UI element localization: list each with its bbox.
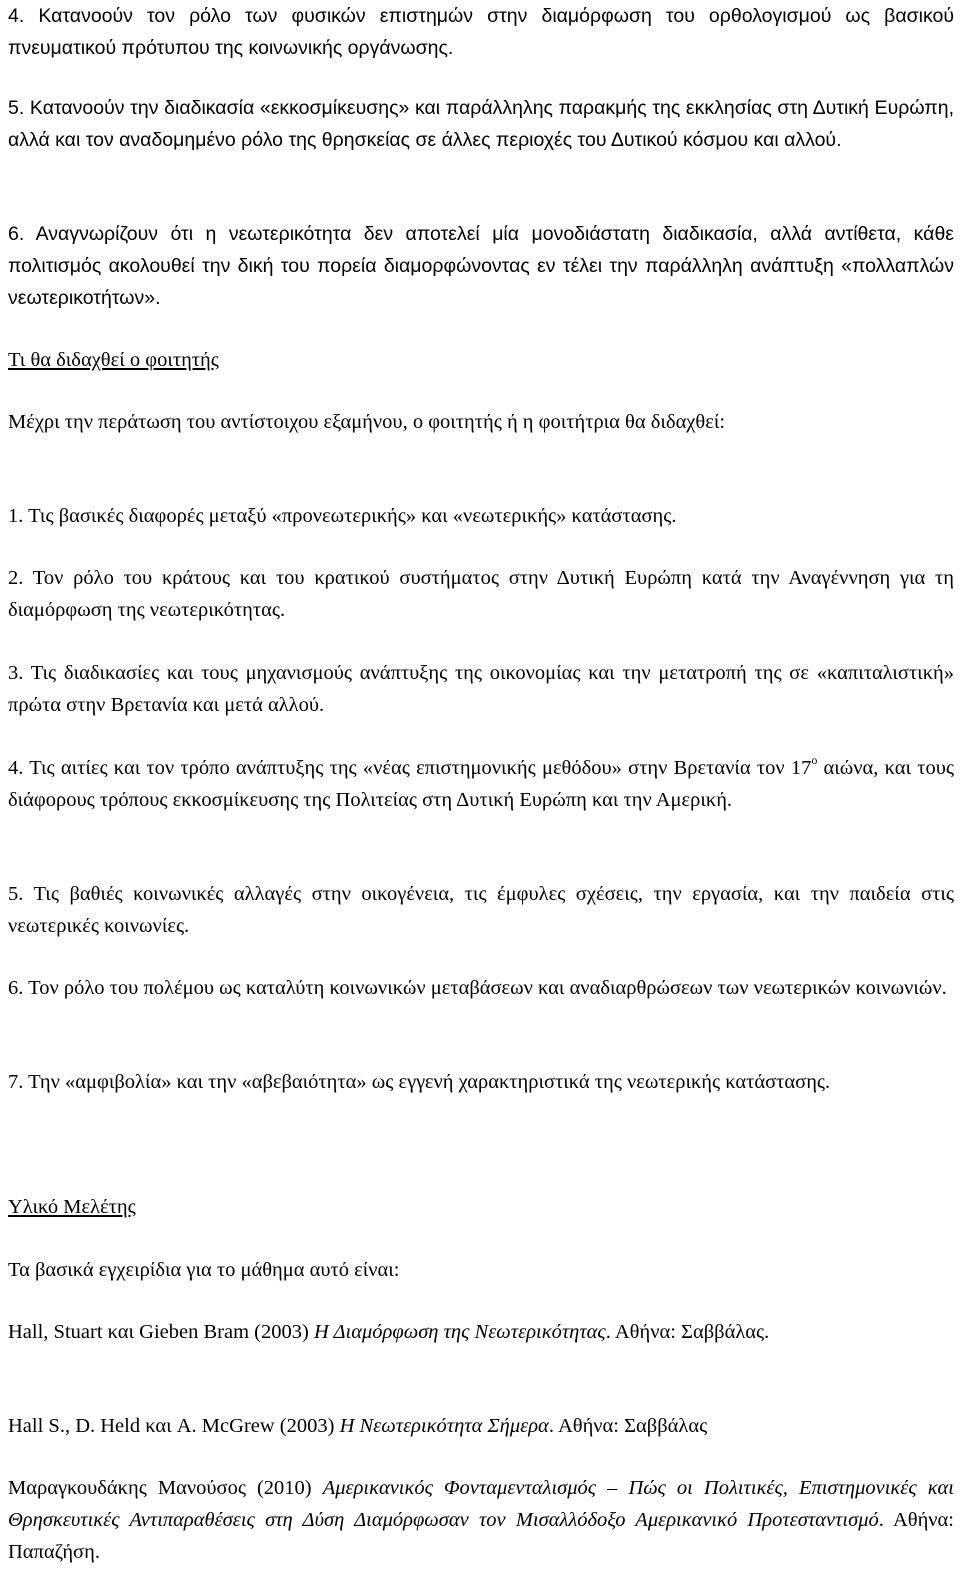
- ordinal-superscript: ο: [811, 753, 818, 768]
- learning-item-7: 7. Την «αμφιβολία» και την «αβεβαιότητα» ως εγγενή χαρακτηριστικά της νεωτερικής κατάστασης.: [8, 1071, 831, 1093]
- learning-item-4-part-b: αιώνα, και τους διάφορους τρόπους εκκοσμίκευσης της Πολιτείας στη Δυτική Ευρώπη και την Αμερική.: [8, 757, 955, 811]
- reference-1-authors: Hall, Stuart και Gieben Bram (2003): [8, 1321, 314, 1343]
- objective-item-4: 4. Κατανοούν τον ρόλο των φυσικών επιστημών στην διαμόρφωση του ορθολογισμού ως βασικού πνευματικού πρότυπου της κοινωνικής οργάνωσης.: [8, 5, 954, 59]
- learning-item-4: [8, 752, 954, 816]
- study-material-lead: Τα βασικά εγχειρίδια για το μάθημα αυτό είναι:: [8, 1259, 400, 1281]
- learning-item-2: 2. Τον ρόλο του κράτους και του κρατικού συστήματος στην Δυτική Ευρώπη κατά την Αναγέννηση για τη διαμόρφωση της νεωτερικότητας.: [8, 567, 954, 621]
- reference-3: [8, 1472, 954, 1568]
- reference-2-title: Η Νεωτερικότητα Σήμερα: [339, 1415, 549, 1437]
- study-material-heading: Υλικό Μελέτης: [8, 1196, 136, 1218]
- reference-3-authors: Μαραγκουδάκης Μανούσος (2010): [8, 1477, 323, 1499]
- learning-section-heading: Τι θα διδαχθεί ο φοιτητής: [8, 349, 219, 371]
- objective-item-5: 5. Κατανοούν την διαδικασία «εκκοσμίκευσης» και παράλληλης παρακμής της εκκλησίας στη Δυτική Ευρώπη, αλλά και τον αναδομημένο ρόλο της θρησκείας σε άλλες περιοχές του Δυτικού κόσμου και αλλού.: [8, 97, 954, 151]
- learning-item-5: 5. Τις βαθιές κοινωνικές αλλαγές στην οικογένεια, τις έμφυλες σχέσεις, την εργασία, και την παιδεία στις νεωτερικές κοινωνίες.: [8, 883, 954, 937]
- reference-2: [8, 1410, 954, 1442]
- objective-item-6: 6. Αναγνωρίζουν ότι η νεωτερικότητα δεν αποτελεί μία μονοδιάστατη διαδικασία, αλλά αντίθετα, κάθε πολιτισμός ακολουθεί την δική του πορεία διαμορφώνοντας εν τέλει την παράλληλη ανάπτυξη «πολλαπλών νεωτερικοτήτων».: [8, 223, 954, 309]
- learning-section-intro: Μέχρι την περάτωση του αντίστοιχου εξαμήνου, ο φοιτητής ή η φοιτήτρια θα διδαχθεί:: [8, 411, 726, 433]
- reference-1-title: Η Διαμόρφωση της Νεωτερικότητας: [313, 1321, 606, 1343]
- reference-2-authors: Hall S., D. Held και A. McGrew (2003): [8, 1415, 340, 1437]
- reference-3-publisher: . Αθήνα: Παπαζήση.: [8, 1509, 954, 1563]
- reference-2-publisher: . Αθήνα: Σαββάλας: [548, 1415, 708, 1437]
- reference-3-title: Αμερικανικός Φονταμενταλισμός – Πώς οι Πολιτικές, Επιστημονικές και Θρησκευτικές Αντιπαραθέσεις στη Δύση Διαμόρφωσαν τον Μισαλλόδοξο Αμερικανικό Προτεσταντισμό: [8, 1477, 954, 1531]
- learning-item-6: 6. Τον ρόλο του πολέμου ως καταλύτη κοινωνικών μεταβάσεων και αναδιαρθρώσεων των νεωτερικών κοινωνιών.: [8, 977, 947, 999]
- reference-1: [8, 1316, 954, 1348]
- reference-1-publisher: . Αθήνα: Σαββάλας.: [605, 1321, 770, 1343]
- learning-item-1: 1. Τις βασικές διαφορές μεταξύ «προνεωτερικής» και «νεωτερικής» κατάστασης.: [8, 505, 677, 527]
- learning-item-3: 3. Τις διαδικασίες και τους μηχανισμούς ανάπτυξης της οικονομίας και την μετατροπή της σε «καπιταλιστική» πρώτα στην Βρετανία και μετά αλλού.: [8, 662, 954, 716]
- learning-item-4-part-a: 4. Τις αιτίες και τον τρόπο ανάπτυξης της «νέας επιστημονικής μεθόδου» στην Βρετανία τον 17: [8, 757, 812, 779]
